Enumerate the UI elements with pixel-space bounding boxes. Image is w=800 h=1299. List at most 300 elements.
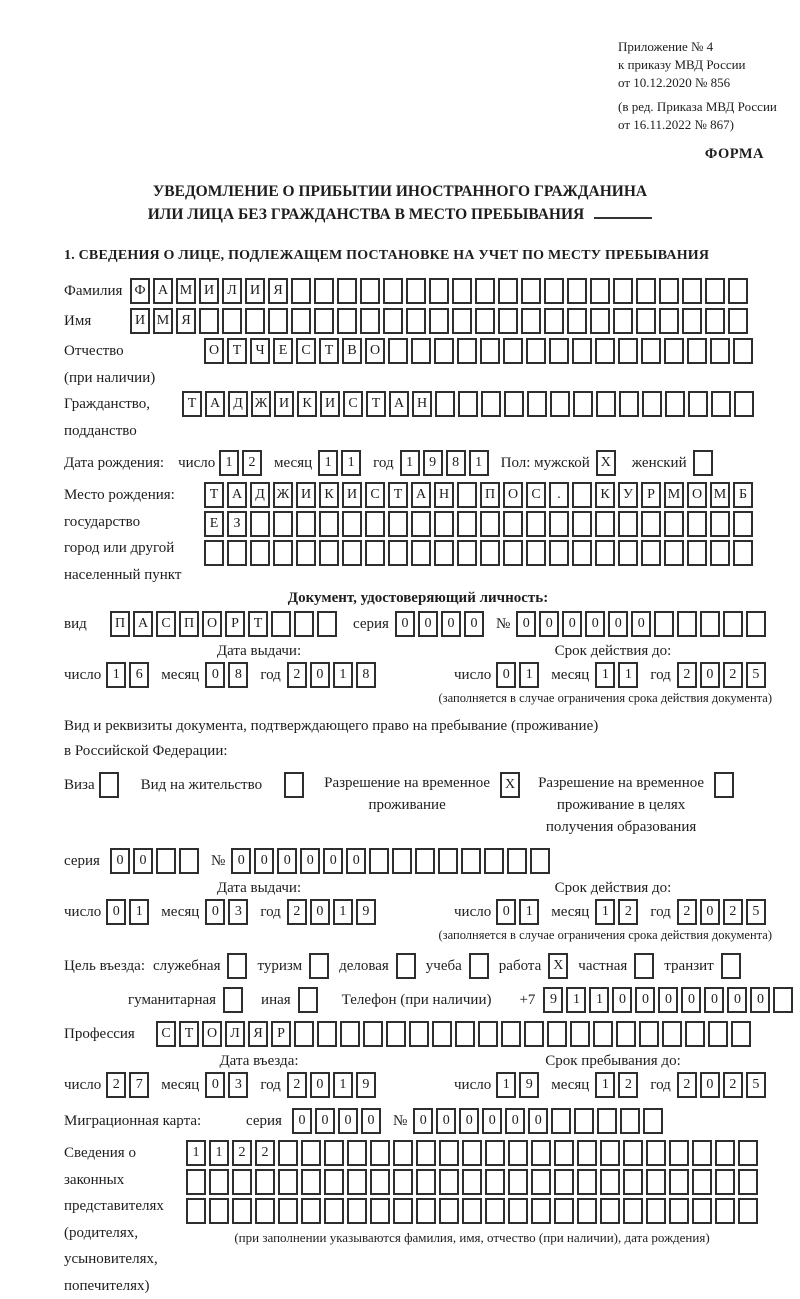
form-cell[interactable]: Р	[271, 1021, 291, 1047]
form-cell[interactable]: 1	[106, 662, 126, 688]
form-cell[interactable]: Е	[273, 338, 293, 364]
form-cell[interactable]	[278, 1169, 298, 1195]
form-cell[interactable]	[692, 1198, 712, 1224]
residence-issue-year-cells[interactable]	[287, 899, 376, 925]
form-cell[interactable]: П	[480, 482, 500, 508]
form-cell[interactable]: Л	[225, 1021, 245, 1047]
form-cell[interactable]: 1	[400, 450, 420, 476]
form-cell[interactable]	[572, 511, 592, 537]
form-cell[interactable]: 0	[310, 662, 330, 688]
form-cell[interactable]	[688, 391, 708, 417]
form-cell[interactable]: А	[411, 482, 431, 508]
form-cell[interactable]: 2	[618, 899, 638, 925]
form-cell[interactable]: 3	[228, 1072, 248, 1098]
identity-valid-day-cells[interactable]	[496, 662, 539, 688]
birthplace-row3-cells[interactable]	[204, 540, 753, 566]
form-cell[interactable]	[462, 1198, 482, 1224]
form-cell[interactable]	[721, 953, 741, 979]
form-cell[interactable]	[623, 1169, 643, 1195]
stay-year-cells[interactable]	[677, 1072, 766, 1098]
form-cell[interactable]	[550, 391, 570, 417]
form-cell[interactable]: 2	[255, 1140, 275, 1166]
form-cell[interactable]	[711, 391, 731, 417]
form-cell[interactable]	[547, 1021, 567, 1047]
form-cell[interactable]: 1	[618, 662, 638, 688]
form-cell[interactable]: 0	[441, 611, 461, 637]
purpose-other-checkbox[interactable]	[298, 987, 318, 1013]
form-cell[interactable]	[481, 391, 501, 417]
form-cell[interactable]: М	[176, 278, 196, 304]
form-cell[interactable]: 1	[333, 662, 353, 688]
residence-valid-month-cells[interactable]	[595, 899, 638, 925]
form-cell[interactable]	[406, 308, 426, 334]
form-cell[interactable]: 0	[323, 848, 343, 874]
form-cell[interactable]	[485, 1140, 505, 1166]
form-cell[interactable]	[524, 1021, 544, 1047]
form-cell[interactable]: 2	[232, 1140, 252, 1166]
form-cell[interactable]: П	[179, 611, 199, 637]
form-cell[interactable]: П	[110, 611, 130, 637]
birth-day-cells[interactable]	[219, 450, 262, 476]
form-cell[interactable]: 0	[277, 848, 297, 874]
form-cell[interactable]	[291, 308, 311, 334]
form-cell[interactable]	[439, 1169, 459, 1195]
form-cell[interactable]	[186, 1169, 206, 1195]
form-cell[interactable]: А	[205, 391, 225, 417]
form-cell[interactable]: К	[595, 482, 615, 508]
form-cell[interactable]	[314, 308, 334, 334]
form-cell[interactable]: Я	[268, 278, 288, 304]
residence-permit-checkbox[interactable]	[284, 772, 304, 798]
form-cell[interactable]: 0	[608, 611, 628, 637]
form-cell[interactable]: Я	[176, 308, 196, 334]
form-cell[interactable]: 0	[338, 1108, 358, 1134]
form-cell[interactable]	[664, 511, 684, 537]
form-cell[interactable]: Д	[250, 482, 270, 508]
form-cell[interactable]	[296, 511, 316, 537]
form-cell[interactable]	[435, 391, 455, 417]
form-cell[interactable]	[278, 1198, 298, 1224]
form-cell[interactable]	[715, 1140, 735, 1166]
form-cell[interactable]: 2	[287, 1072, 307, 1098]
form-cell[interactable]	[503, 338, 523, 364]
form-cell[interactable]	[429, 278, 449, 304]
form-cell[interactable]: 0	[413, 1108, 433, 1134]
migration-number-cells[interactable]	[413, 1108, 663, 1134]
form-cell[interactable]: 0	[310, 899, 330, 925]
form-cell[interactable]: 0	[395, 611, 415, 637]
form-cell[interactable]: 0	[346, 848, 366, 874]
form-cell[interactable]	[480, 511, 500, 537]
form-cell[interactable]	[521, 278, 541, 304]
form-cell[interactable]	[324, 1169, 344, 1195]
purpose-transit-checkbox[interactable]	[721, 953, 741, 979]
form-cell[interactable]	[480, 338, 500, 364]
form-cell[interactable]	[669, 1169, 689, 1195]
form-cell[interactable]	[700, 611, 720, 637]
form-cell[interactable]: Ж	[273, 482, 293, 508]
form-cell[interactable]	[347, 1198, 367, 1224]
identity-issue-year-cells[interactable]	[287, 662, 376, 688]
form-cell[interactable]	[457, 511, 477, 537]
form-cell[interactable]	[317, 611, 337, 637]
form-cell[interactable]: .	[549, 482, 569, 508]
form-cell[interactable]: 2	[287, 662, 307, 688]
form-cell[interactable]	[526, 338, 546, 364]
form-cell[interactable]	[710, 338, 730, 364]
form-cell[interactable]: 2	[723, 1072, 743, 1098]
form-cell[interactable]	[434, 338, 454, 364]
form-cell[interactable]	[530, 848, 550, 874]
form-cell[interactable]	[458, 391, 478, 417]
form-cell[interactable]	[616, 1021, 636, 1047]
form-cell[interactable]	[659, 278, 679, 304]
form-cell[interactable]: 0	[516, 611, 536, 637]
form-cell[interactable]: А	[133, 611, 153, 637]
form-cell[interactable]	[728, 308, 748, 334]
form-cell[interactable]	[301, 1140, 321, 1166]
form-cell[interactable]	[595, 338, 615, 364]
form-cell[interactable]	[396, 953, 416, 979]
form-cell[interactable]	[347, 1169, 367, 1195]
form-cell[interactable]	[641, 511, 661, 537]
form-cell[interactable]: 0	[658, 987, 678, 1013]
form-cell[interactable]	[531, 1140, 551, 1166]
form-cell[interactable]	[572, 338, 592, 364]
form-cell[interactable]	[393, 1140, 413, 1166]
residence-series-cells[interactable]	[110, 848, 199, 874]
form-cell[interactable]	[646, 1140, 666, 1166]
doc-kind-cells[interactable]	[110, 611, 337, 637]
temp-residence-edu-checkbox[interactable]	[714, 772, 734, 798]
form-cell[interactable]: Н	[412, 391, 432, 417]
form-cell[interactable]	[577, 1198, 597, 1224]
form-cell[interactable]: 8	[356, 662, 376, 688]
form-cell[interactable]: 0	[750, 987, 770, 1013]
form-cell[interactable]	[738, 1140, 758, 1166]
form-cell[interactable]	[665, 391, 685, 417]
form-cell[interactable]: Н	[434, 482, 454, 508]
sex-female-checkbox[interactable]	[693, 450, 713, 476]
form-cell[interactable]	[485, 1169, 505, 1195]
form-cell[interactable]	[567, 278, 587, 304]
identity-valid-year-cells[interactable]	[677, 662, 766, 688]
form-cell[interactable]	[498, 278, 518, 304]
entry-day-cells[interactable]	[106, 1072, 149, 1098]
purpose-private-checkbox[interactable]	[634, 953, 654, 979]
form-cell[interactable]: 0	[418, 611, 438, 637]
form-cell[interactable]: 9	[423, 450, 443, 476]
form-cell[interactable]: 2	[723, 662, 743, 688]
entry-month-cells[interactable]	[205, 1072, 248, 1098]
form-cell[interactable]: Б	[733, 482, 753, 508]
form-cell[interactable]: О	[687, 482, 707, 508]
form-cell[interactable]	[643, 1108, 663, 1134]
purpose-business-checkbox[interactable]	[396, 953, 416, 979]
form-cell[interactable]: А	[389, 391, 409, 417]
form-cell[interactable]	[554, 1169, 574, 1195]
form-cell[interactable]	[567, 308, 587, 334]
form-cell[interactable]	[457, 338, 477, 364]
birth-year-cells[interactable]	[400, 450, 489, 476]
form-cell[interactable]: Т	[248, 611, 268, 637]
form-cell[interactable]	[682, 278, 702, 304]
form-cell[interactable]	[386, 1021, 406, 1047]
form-cell[interactable]: 0	[436, 1108, 456, 1134]
form-cell[interactable]: 0	[482, 1108, 502, 1134]
form-cell[interactable]: 0	[585, 611, 605, 637]
form-cell[interactable]: Т	[366, 391, 386, 417]
form-cell[interactable]	[570, 1021, 590, 1047]
form-cell[interactable]: 0	[700, 1072, 720, 1098]
representatives-row1-cells[interactable]	[186, 1140, 758, 1166]
form-cell[interactable]: X	[596, 450, 616, 476]
form-cell[interactable]	[250, 511, 270, 537]
form-cell[interactable]	[590, 308, 610, 334]
form-cell[interactable]	[641, 338, 661, 364]
form-cell[interactable]	[634, 953, 654, 979]
patronymic-cells[interactable]	[204, 338, 753, 364]
form-cell[interactable]	[613, 278, 633, 304]
form-cell[interactable]	[636, 308, 656, 334]
birth-month-cells[interactable]	[318, 450, 361, 476]
form-cell[interactable]	[641, 540, 661, 566]
form-cell[interactable]	[271, 611, 291, 637]
form-cell[interactable]	[549, 338, 569, 364]
identity-issue-month-cells[interactable]	[205, 662, 248, 688]
form-cell[interactable]	[393, 1169, 413, 1195]
form-cell[interactable]	[370, 1198, 390, 1224]
temp-residence-checkbox[interactable]	[500, 772, 520, 798]
form-cell[interactable]	[337, 278, 357, 304]
form-cell[interactable]	[508, 1169, 528, 1195]
form-cell[interactable]	[596, 391, 616, 417]
form-cell[interactable]	[733, 540, 753, 566]
form-cell[interactable]: А	[227, 482, 247, 508]
form-cell[interactable]	[227, 953, 247, 979]
form-cell[interactable]	[714, 772, 734, 798]
form-cell[interactable]	[438, 848, 458, 874]
stay-month-cells[interactable]	[595, 1072, 638, 1098]
form-cell[interactable]: И	[320, 391, 340, 417]
form-cell[interactable]	[370, 1140, 390, 1166]
form-cell[interactable]	[223, 987, 243, 1013]
residence-valid-day-cells[interactable]	[496, 899, 539, 925]
form-cell[interactable]: 0	[110, 848, 130, 874]
form-cell[interactable]: 0	[205, 662, 225, 688]
visa-checkbox[interactable]	[99, 772, 119, 798]
form-cell[interactable]: 6	[129, 662, 149, 688]
residence-number-cells[interactable]	[231, 848, 550, 874]
form-cell[interactable]	[475, 308, 495, 334]
form-cell[interactable]	[452, 308, 472, 334]
form-cell[interactable]	[715, 1169, 735, 1195]
form-cell[interactable]: 1	[595, 899, 615, 925]
form-cell[interactable]	[388, 338, 408, 364]
form-cell[interactable]	[273, 511, 293, 537]
form-cell[interactable]	[618, 511, 638, 537]
form-cell[interactable]	[731, 1021, 751, 1047]
form-cell[interactable]	[708, 1021, 728, 1047]
form-cell[interactable]	[531, 1169, 551, 1195]
form-cell[interactable]	[677, 611, 697, 637]
form-cell[interactable]	[710, 540, 730, 566]
form-cell[interactable]	[554, 1198, 574, 1224]
form-cell[interactable]: 0	[528, 1108, 548, 1134]
form-cell[interactable]	[342, 540, 362, 566]
form-cell[interactable]: 0	[635, 987, 655, 1013]
form-cell[interactable]	[636, 278, 656, 304]
form-cell[interactable]	[613, 308, 633, 334]
form-cell[interactable]	[291, 278, 311, 304]
form-cell[interactable]: 1	[333, 899, 353, 925]
form-cell[interactable]	[294, 1021, 314, 1047]
form-cell[interactable]	[664, 540, 684, 566]
form-cell[interactable]	[268, 308, 288, 334]
form-cell[interactable]: 1	[519, 662, 539, 688]
form-cell[interactable]: 1	[469, 450, 489, 476]
form-cell[interactable]	[227, 540, 247, 566]
form-cell[interactable]	[733, 511, 753, 537]
form-cell[interactable]	[337, 308, 357, 334]
form-cell[interactable]	[457, 482, 477, 508]
form-cell[interactable]: 1	[318, 450, 338, 476]
form-cell[interactable]	[705, 308, 725, 334]
form-cell[interactable]	[432, 1021, 452, 1047]
form-cell[interactable]	[623, 1140, 643, 1166]
residence-issue-month-cells[interactable]	[205, 899, 248, 925]
form-cell[interactable]: О	[503, 482, 523, 508]
form-cell[interactable]: М	[664, 482, 684, 508]
firstname-cells[interactable]	[130, 308, 748, 334]
form-cell[interactable]	[503, 511, 523, 537]
doc-number-cells[interactable]	[516, 611, 766, 637]
form-cell[interactable]: Т	[388, 482, 408, 508]
form-cell[interactable]	[301, 1198, 321, 1224]
form-cell[interactable]	[383, 308, 403, 334]
form-cell[interactable]	[415, 848, 435, 874]
residence-valid-year-cells[interactable]	[677, 899, 766, 925]
form-cell[interactable]	[469, 953, 489, 979]
form-cell[interactable]	[393, 1198, 413, 1224]
form-cell[interactable]: М	[153, 308, 173, 334]
form-cell[interactable]	[544, 308, 564, 334]
form-cell[interactable]: Л	[222, 278, 242, 304]
form-cell[interactable]: С	[365, 482, 385, 508]
form-cell[interactable]	[301, 1169, 321, 1195]
representatives-row3-cells[interactable]	[186, 1198, 758, 1224]
form-cell[interactable]: 1	[219, 450, 239, 476]
form-cell[interactable]	[296, 540, 316, 566]
birthplace-row1-cells[interactable]	[204, 482, 753, 508]
form-cell[interactable]	[746, 611, 766, 637]
form-cell[interactable]	[416, 1140, 436, 1166]
form-cell[interactable]	[693, 450, 713, 476]
form-cell[interactable]	[572, 540, 592, 566]
birthplace-row2-cells[interactable]	[204, 511, 753, 537]
form-cell[interactable]	[639, 1021, 659, 1047]
form-cell[interactable]	[503, 540, 523, 566]
form-cell[interactable]: Е	[204, 511, 224, 537]
form-cell[interactable]: 5	[746, 1072, 766, 1098]
form-cell[interactable]: 0	[704, 987, 724, 1013]
form-cell[interactable]	[572, 482, 592, 508]
form-cell[interactable]: С	[296, 338, 316, 364]
form-cell[interactable]	[659, 308, 679, 334]
form-cell[interactable]	[232, 1169, 252, 1195]
form-cell[interactable]: 1	[496, 1072, 516, 1098]
form-cell[interactable]	[478, 1021, 498, 1047]
form-cell[interactable]: 8	[228, 662, 248, 688]
form-cell[interactable]: С	[156, 611, 176, 637]
form-cell[interactable]: И	[274, 391, 294, 417]
form-cell[interactable]	[434, 540, 454, 566]
form-cell[interactable]	[618, 338, 638, 364]
form-cell[interactable]	[347, 1140, 367, 1166]
form-cell[interactable]	[687, 338, 707, 364]
entry-year-cells[interactable]	[287, 1072, 376, 1098]
form-cell[interactable]: 2	[723, 899, 743, 925]
form-cell[interactable]	[360, 278, 380, 304]
form-cell[interactable]: 0	[496, 662, 516, 688]
form-cell[interactable]	[692, 1169, 712, 1195]
form-cell[interactable]: 0	[681, 987, 701, 1013]
form-cell[interactable]: 0	[292, 1108, 312, 1134]
purpose-study-checkbox[interactable]	[469, 953, 489, 979]
form-cell[interactable]	[593, 1021, 613, 1047]
form-cell[interactable]: 0	[700, 662, 720, 688]
form-cell[interactable]	[723, 611, 743, 637]
stay-day-cells[interactable]	[496, 1072, 539, 1098]
form-cell[interactable]	[590, 278, 610, 304]
form-cell[interactable]: 0	[205, 899, 225, 925]
form-cell[interactable]: 0	[727, 987, 747, 1013]
form-cell[interactable]: 2	[106, 1072, 126, 1098]
form-cell[interactable]	[434, 511, 454, 537]
purpose-work-checkbox[interactable]	[548, 953, 568, 979]
form-cell[interactable]	[284, 772, 304, 798]
form-cell[interactable]	[574, 1108, 594, 1134]
form-cell[interactable]	[455, 1021, 475, 1047]
form-cell[interactable]: С	[526, 482, 546, 508]
form-cell[interactable]: 1	[186, 1140, 206, 1166]
form-cell[interactable]: 2	[677, 662, 697, 688]
form-cell[interactable]: 1	[566, 987, 586, 1013]
purpose-humanitarian-checkbox[interactable]	[223, 987, 243, 1013]
form-cell[interactable]: Р	[225, 611, 245, 637]
form-cell[interactable]	[501, 1021, 521, 1047]
form-cell[interactable]	[654, 611, 674, 637]
form-cell[interactable]	[255, 1169, 275, 1195]
form-cell[interactable]	[687, 540, 707, 566]
form-cell[interactable]	[365, 511, 385, 537]
form-cell[interactable]	[222, 308, 242, 334]
form-cell[interactable]	[705, 278, 725, 304]
form-cell[interactable]	[360, 308, 380, 334]
form-cell[interactable]	[600, 1169, 620, 1195]
form-cell[interactable]	[392, 848, 412, 874]
form-cell[interactable]: 0	[459, 1108, 479, 1134]
form-cell[interactable]: Ж	[251, 391, 271, 417]
form-cell[interactable]: Т	[227, 338, 247, 364]
migration-series-cells[interactable]	[292, 1108, 381, 1134]
form-cell[interactable]: К	[319, 482, 339, 508]
form-cell[interactable]: 8	[446, 450, 466, 476]
form-cell[interactable]	[733, 338, 753, 364]
form-cell[interactable]: И	[296, 482, 316, 508]
form-cell[interactable]	[411, 338, 431, 364]
form-cell[interactable]: 1	[595, 662, 615, 688]
